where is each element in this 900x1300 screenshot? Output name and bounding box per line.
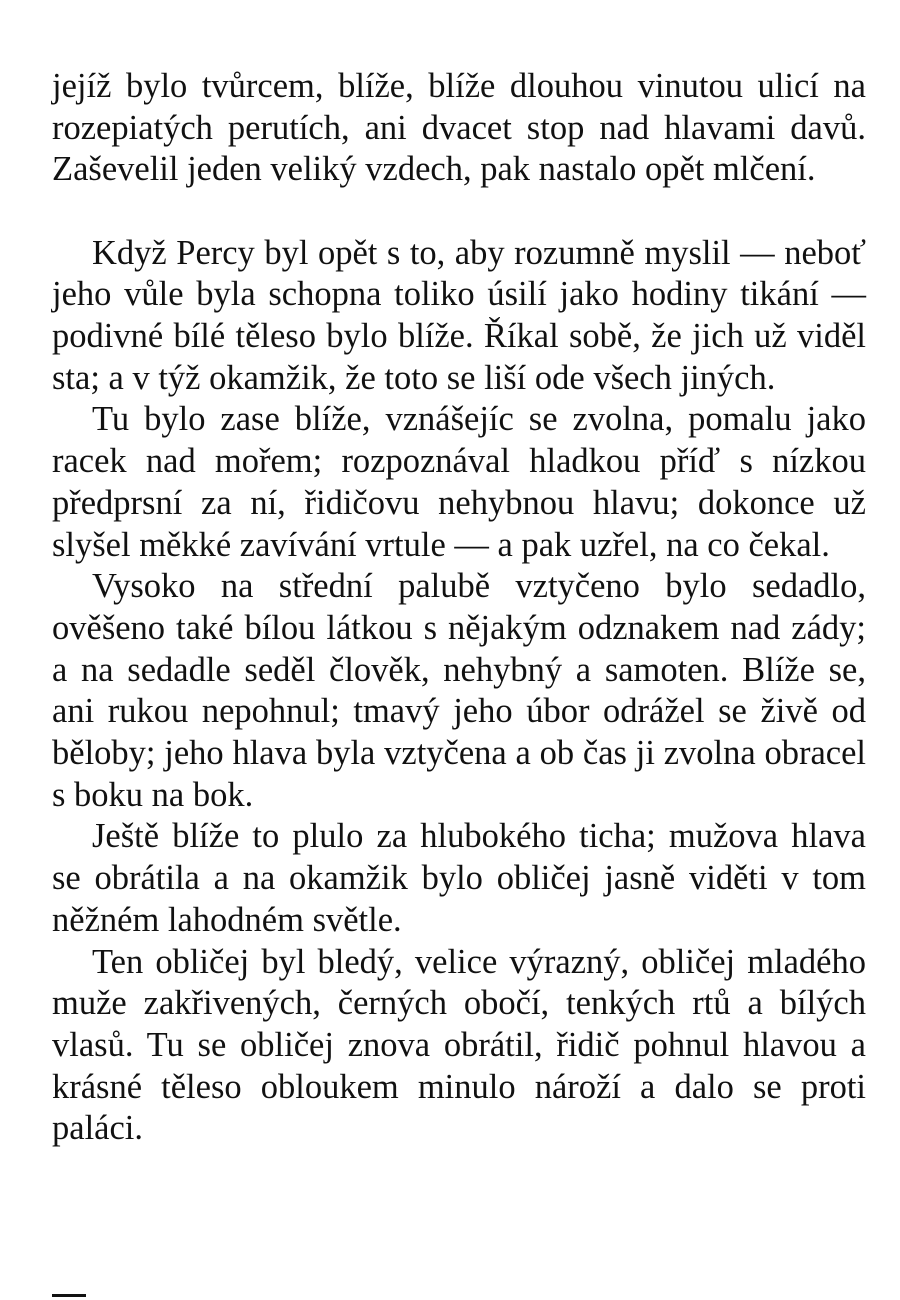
- section-break: [52, 191, 866, 233]
- paragraph: Když Percy byl opět s to, aby rozumně myslil — neboť jeho vůle byla schopna toliko úsilí jako hodiny tikání — podivné bílé těleso bylo blíže. Říkal sobě, že jich už viděl sta; a v týž okamžik, že toto se liší ode všech jiných.: [52, 233, 866, 397]
- book-page-text: [52, 66, 866, 1150]
- paragraph: Ještě blíže to plulo za hlubokého ticha; mužova hlava se obrátila a na okamžik bylo obličej jasně viděti v tom něžném lahodném světle.: [52, 817, 866, 939]
- paragraph: Tu bylo zase blíže, vznášejíc se zvolna, pomalu jako racek nad mořem; rozpoznával hladkou příď s nízkou předprsní za ní, řidičovu nehybnou hlavu; dokonce už slyšel měkké zavívání vrtule — a pak uzřel, na co čekal.: [52, 400, 866, 564]
- paragraph: Vysoko na střední palubě vztyčeno bylo sedadlo, ověšeno také bílou látkou s nějakým odznakem nad zády; a na sedadle seděl člověk, nehybný a samoten. Blíže se, ani rukou nepohnul; tmavý jeho úbor odrážel se živě od běloby; jeho hlava byla vztyčena a ob čas ji zvolna obracel s boku na bok.: [52, 567, 866, 814]
- paragraph-continuation: jejíž bylo tvůrcem, blíže, blíže dlouhou vinutou ulicí na rozepiatých perutích, ani dvacet stop nad hlavami davů. Zaševelil jeden veliký vzdech, pak nastalo opět mlčení.: [52, 67, 866, 189]
- page-number-cut-off: [52, 1290, 86, 1300]
- paragraph: Ten obličej byl bledý, velice výrazný, obličej mladého muže zakřivených, černých obočí, tenkých rtů a bílých vlasů. Tu se obličej znova obrátil, řidič pohnul hlavou a krásné těleso obloukem minulo nároží a dalo se proti paláci.: [52, 942, 866, 1148]
